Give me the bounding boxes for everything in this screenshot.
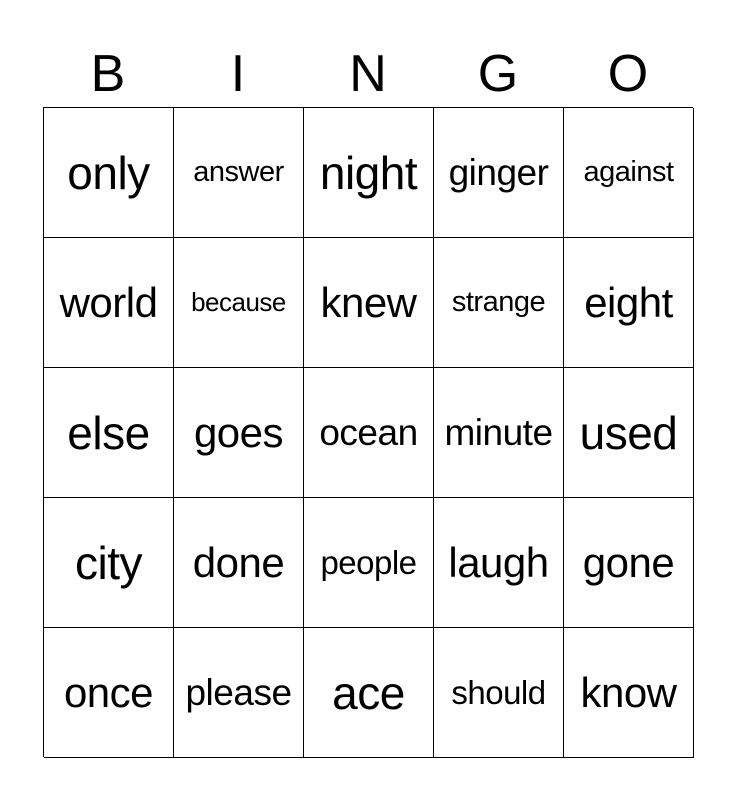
header-letter-g: G [477, 45, 519, 103]
bingo-cell: else [44, 368, 174, 498]
header-letter-o: O [607, 45, 649, 103]
bingo-cell: people [304, 498, 434, 628]
bingo-cell: should [434, 628, 564, 758]
bingo-header [43, 40, 693, 108]
bingo-cell: strange [434, 238, 564, 368]
bingo-cell: please [174, 628, 304, 758]
bingo-cell: ginger [434, 108, 564, 238]
bingo-cell: answer [174, 108, 304, 238]
bingo-cell: used [564, 368, 694, 498]
bingo-cell: laugh [434, 498, 564, 628]
bingo-cell: against [564, 108, 694, 238]
header-letter-n: N [349, 45, 387, 103]
bingo-cell: once [44, 628, 174, 758]
bingo-cell: minute [434, 368, 564, 498]
bingo-cell: world [44, 238, 174, 368]
bingo-cell: know [564, 628, 694, 758]
bingo-cell: ace [304, 628, 434, 758]
bingo-cell: knew [304, 238, 434, 368]
bingo-cell: because [174, 238, 304, 368]
bingo-cell: eight [564, 238, 694, 368]
bingo-cell: done [174, 498, 304, 628]
header-letter-i: I [230, 45, 246, 103]
header-letter-b: B [90, 45, 126, 103]
bingo-cell: only [44, 108, 174, 238]
bingo-board [43, 107, 693, 757]
bingo-cell: ocean [304, 368, 434, 498]
bingo-cell: gone [564, 498, 694, 628]
bingo-cell: city [44, 498, 174, 628]
bingo-cell: night [304, 108, 434, 238]
bingo-cell: goes [174, 368, 304, 498]
